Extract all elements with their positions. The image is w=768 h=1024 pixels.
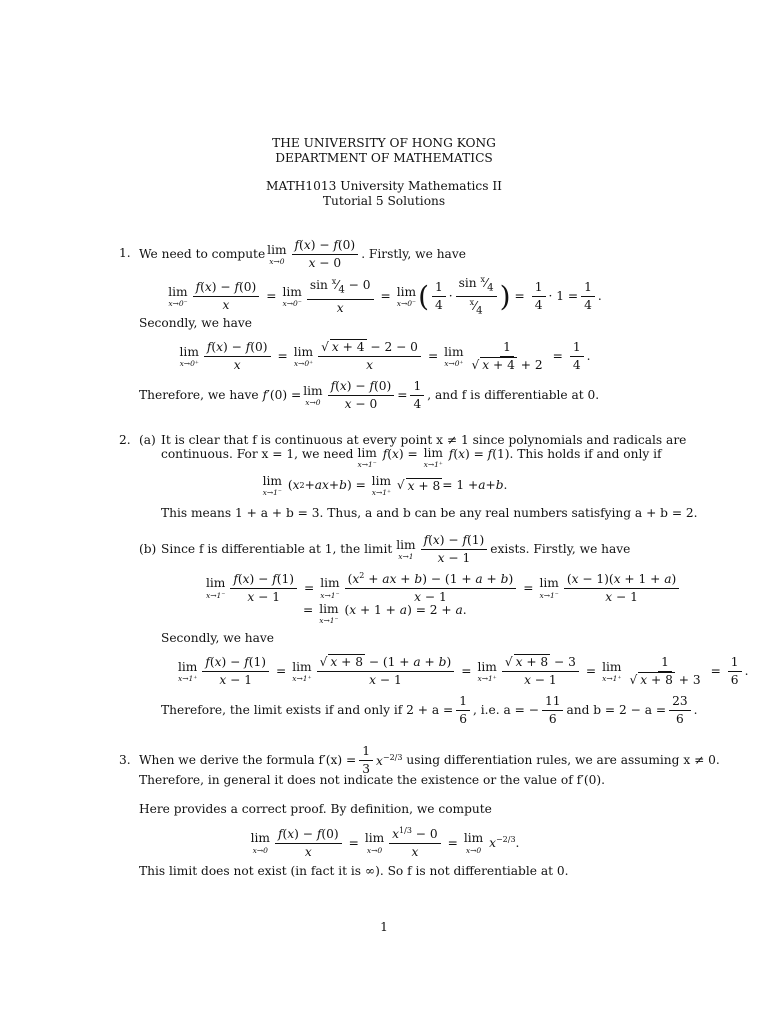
q1-conclusion: Therefore, we have f′(0) = lim x→0 $\frac{f(x) - f(0)}{x - 0}$ = $\frac{1}{4}$ , and f is differentiable at 0. [139, 379, 600, 412]
q2a-label: (a) [139, 433, 156, 447]
q2b-eq-right: lim x→1⁺ $\frac{f(x) - f(1)}{x - 1}$ = lim x→1⁺ $\frac{√ x + 8 - (1 + a + b)}{x - 1}$ = lim x→1⁺ $\frac{√ x + 8 - 3}{x - 1}$ = lim x→1⁺ $\frac{1}{√ x + 8 + 3}$ = $\frac{1}{6}$ . [178, 655, 749, 688]
document-title: Tutorial 5 Solutions [322, 193, 446, 208]
q1-eq-left: lim x→0⁻ $\frac{f(x) - f(0)}{x}$ = lim x→0⁻ $\frac{\sin ^x⁄_4 - 0}{x}$ = lim x→0⁻ ( $\frac{1}{4}$ · $\frac{\sin ^x⁄_4}{^x⁄_4}$ ) = $\frac{1}{4}$ · 1 = $\frac{1}{4}$ . [168, 275, 602, 317]
q2a-line2: continuous. For x = 1, we need lim x→1⁻ f(x) = lim x→1⁺ f(x) = f(1) . This holds if and only if [161, 446, 662, 470]
q2b-conclusion-and: and b = 2 − a = [566, 703, 667, 718]
q2b-intro-text: Since f is differentiable at 1, the limit [161, 542, 393, 557]
q1-conclusion-start: Therefore, we have [139, 388, 259, 403]
q3-line3: Here provides a correct proof. By definition, we compute [139, 802, 492, 816]
q3-number: 3. [119, 753, 131, 767]
q2a-line2-start: continuous. For x = 1, we need [161, 447, 354, 461]
q1-intro-frac: $\frac{f(x) - f(0)}{x - 0}$ [292, 238, 359, 272]
q2b-intro: Since f is differentiable at 1, the limit lim x→1 $\frac{f(x) - f(1)}{x - 1}$ exists. Firstly, we have [161, 533, 631, 566]
q2b-secondly: Secondly, we have [161, 631, 275, 645]
q1-number: 1. [119, 246, 131, 260]
page-number: 1 [380, 920, 388, 934]
q3-eq: lim x→0 $\frac{f(x) - f(0)}{x}$ = lim x→0 $\frac{x^{1/3} - 0}{x}$ = lim x→0 $x^{-2/3}$. [250, 826, 520, 860]
q2b-eq-left-1: lim x→1⁻ $\frac{f(x) - f(1)}{x - 1}$ = lim x→1⁻ $\frac{(x^2 + ax + b) - (1 + a + b)}{x - 1}$ = lim x→1⁻ $\frac{(x - 1)(x + 1 + a)}{x - 1}$ [204, 571, 682, 606]
q1-intro-tail: . Firstly, we have [361, 247, 466, 262]
q1-intro-text: We need to compute [139, 247, 266, 262]
q1-eq-right: lim x→0⁺ $\frac{f(x) - f(0)}{x}$ = lim x→0⁺ $\frac{√ x + 4 - 2 - 0}{x}$ = lim x→0⁺ $\frac{1}{√ x + 4 + 2}$ = $\frac{1}{4}$ . [179, 340, 591, 373]
university-name: THE UNIVERSITY OF HONG KONG [272, 136, 496, 150]
q3-line1: When we derive the formula f′(x) = $\frac{1}{3}$ $x^{-2/3}$ using differentiation rules, we are assuming x ≠ 0. [139, 744, 720, 777]
q2b-conclusion-mid: , i.e. a = − [473, 703, 539, 718]
q2b-label: (b) [139, 542, 157, 556]
q3-line1-start: When we derive the formula f′(x) = [139, 753, 357, 768]
q2b-eq-left-2: = lim x→1⁻ (x + 1 + a) = 2 + a. [303, 602, 467, 626]
q2a-result: This means 1 + a + b = 3. Thus, a and b can be any real numbers satisfying a + b = 2. [161, 506, 698, 520]
q3-line1-end: using differentiation rules, we are assuming x ≠ 0. [406, 753, 720, 768]
q2a-line1: It is clear that f is continuous at every point x ≠ 1 since polynomials and radicals are [161, 433, 687, 447]
q2b-conclusion-start: Therefore, the limit exists if and only if 2 + a = [161, 703, 454, 718]
q1-conclusion-end: , and f is differentiable at 0. [427, 388, 600, 403]
q3-line2: Therefore, in general it does not indicate the existence or the value of f′(0). [139, 773, 605, 787]
q1-intro-lim: lim x→0 [267, 242, 287, 267]
q2b-conclusion: Therefore, the limit exists if and only if 2 + a = $\frac{1}{6}$ , i.e. a = − $\frac{11}{6}$ and b = 2 − a = $\frac{23}{6}$ . [161, 694, 698, 727]
department-name: DEPARTMENT OF MATHEMATICS [275, 151, 493, 166]
q1-secondly: Secondly, we have [139, 316, 253, 330]
course-name: MATH1013 University Mathematics II [266, 178, 502, 193]
q3-line4: This limit does not exist (in fact it is ∞). So f is not differentiable at 0. [139, 864, 569, 878]
q2a-eq: lim x→1⁻ ( x 2 + ax + b ) = lim x→1⁺ √ x + 8 = 1 + a + b . [262, 474, 508, 498]
q1-intro [139, 238, 466, 272]
q2b-intro-tail: exists. Firstly, we have [490, 542, 631, 557]
document-header [0, 136, 768, 209]
q2-number: 2. [119, 433, 131, 447]
q2a-line2-end: . This holds if and only if [509, 447, 662, 461]
